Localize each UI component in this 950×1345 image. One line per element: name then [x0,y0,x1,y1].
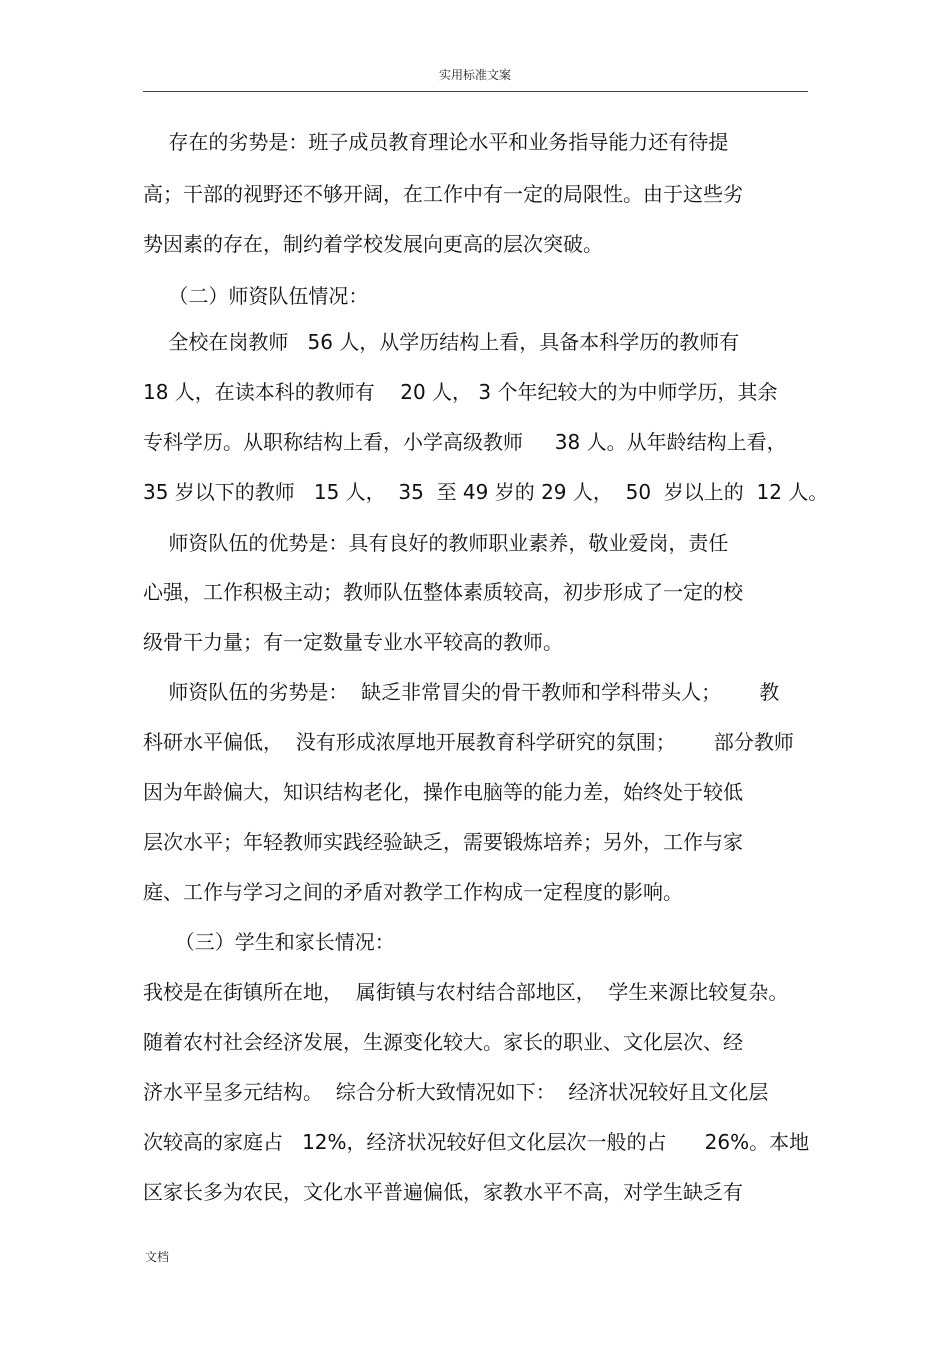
body-line-6: 18 人，在读本科的教师有 20 人， 3 个年纪较大的为中师学历，其余 [143,380,778,404]
body-line-19: 随着农村社会经济发展，生源变化较大。家长的职业、文化层次、经 [143,1030,743,1054]
section-heading-2: （二）师资队伍情况： [143,284,369,308]
body-line-2: 高；干部的视野还不够开阔，在工作中有一定的局限性。由于这些劣 [143,182,743,206]
section-heading-3: （三）学生和家长情况： [143,930,395,954]
body-line-9: 师资队伍的优势是：具有良好的教师职业素养，敬业爱岗，责任 [143,531,729,555]
body-line-16: 庭、工作与学习之间的矛盾对教学工作构成一定程度的影响。 [143,880,683,904]
body-line-20: 济水平呈多元结构。 综合分析大致情况如下： 经济状况较好且文化层 [143,1080,769,1104]
header-title: 实用标准文案 [438,68,511,82]
body-line-14: 因为年龄偏大，知识结构老化，操作电脑等的能力差，始终处于较低 [143,780,743,804]
body-line-15: 层次水平；年轻教师实践经验缺乏，需要锻炼培养；另外，工作与家 [143,830,743,854]
header-divider [143,91,808,92]
body-line-13: 科研水平偏低， 没有形成浓厚地开展教育科学研究的氛围； 部分教师 [143,730,794,754]
body-line-12: 师资队伍的劣势是： 缺乏非常冒尖的骨干教师和学科带头人； 教 [143,680,780,704]
body-line-11: 级骨干力量；有一定数量专业水平较高的教师。 [143,630,563,654]
body-line-8: 35 岁以下的教师 15 人， 35 至 49 岁的 29 人， 50 岁以上的 12 人。 [143,480,829,504]
body-line-1: 存在的劣势是：班子成员教育理论水平和业务指导能力还有待提 [143,130,729,154]
body-line-21: 次较高的家庭占 12%，经济状况较好但文化层次一般的占 26%。本地 [143,1130,810,1154]
body-line-7: 专科学历。从职称结构上看，小学高级教师 38 人。从年龄结构上看， [143,430,787,454]
footer-label: 文档 [145,1250,170,1264]
body-line-5: 全校在岗教师 56 人，从学历结构上看，具备本科学历的教师有 [143,330,740,354]
body-line-3: 势因素的存在，制约着学校发展向更高的层次突破。 [143,232,603,256]
body-line-10: 心强，工作积极主动；教师队伍整体素质较高，初步形成了一定的校 [143,580,743,604]
body-line-18: 我校是在街镇所在地， 属街镇与农村结合部地区， 学生来源比较复杂。 [143,980,789,1004]
body-line-22: 区家长多为农民，文化水平普遍偏低，家教水平不高，对学生缺乏有 [143,1180,743,1204]
